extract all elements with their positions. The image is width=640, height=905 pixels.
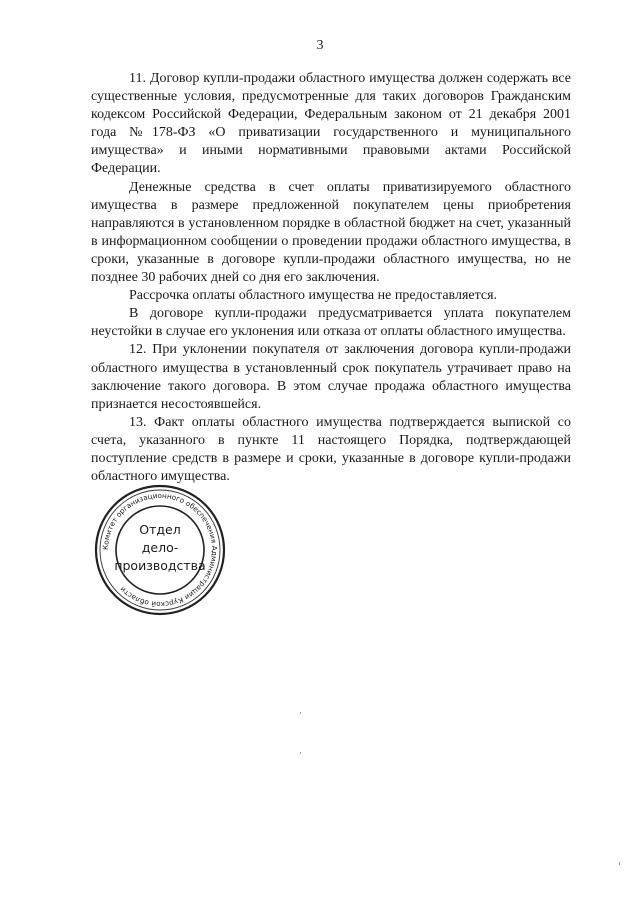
stamp-line-3: производства [114, 558, 206, 573]
stamp-line-2: дело- [141, 540, 179, 555]
official-stamp [92, 482, 228, 618]
paragraph-installment: Рассрочка оплаты областного имущества не предоставляется. [129, 288, 498, 304]
scan-speck [619, 862, 620, 865]
stamp-ring-text: Комитет организационного обеспечения Администрации Курской области [100, 490, 220, 610]
paragraph-penalty: В договоре купли-продажи предусматривается уплата покупателем неустойки в случае его уклонения или отказа от оплаты областного имущества. [91, 306, 571, 340]
paragraph-payment-funds: Денежные средства в счет оплаты приватизируемого областного имущества в размере предложенной покупателем цены приобретения направляются в установленном порядке в областной бюджет на счет, указанный в информационном сообщении о проведении продажи областного имущества, в сроки, указанные в договоре купли-продажи областного имущества, но не позднее 30 рабочих дней со дня его заключения. [91, 179, 571, 286]
paragraph-clause-13: 13. Факт оплаты областного имущества подтверждается выпиской со счета, указанного в пункте 11 настоящего Порядка, подтверждающей поступление средств в размере и сроки, указанные в договоре купли-продажи областного имущества. [91, 414, 571, 485]
document-body [91, 70, 571, 486]
stamp-line-1: Отдел [139, 522, 181, 537]
stamp-seal-graphic [92, 482, 228, 618]
scan-speck [300, 712, 301, 714]
paragraph-clause-11: 11. Договор купли-продажи областного имущества должен содержать все существенные условия, предусмотренные для таких договоров Гражданским кодексом Российской Федерации, Федеральным законом от 21 декабря 2001 года №178-ФЗ «О приватизации государственного и муниципального имущества» и иными нормативными правовыми актами Российской Федерации. [91, 71, 571, 177]
scan-speck [300, 752, 301, 754]
paragraph-clause-12: 12. При уклонении покупателя от заключения договора купли-продажи областного имущества в установленный срок покупатель утрачивает право на заключение такого договора. В этом случае продажа областного имущества признается несостоявшейся. [91, 342, 571, 412]
page-number: 3 [316, 38, 324, 53]
